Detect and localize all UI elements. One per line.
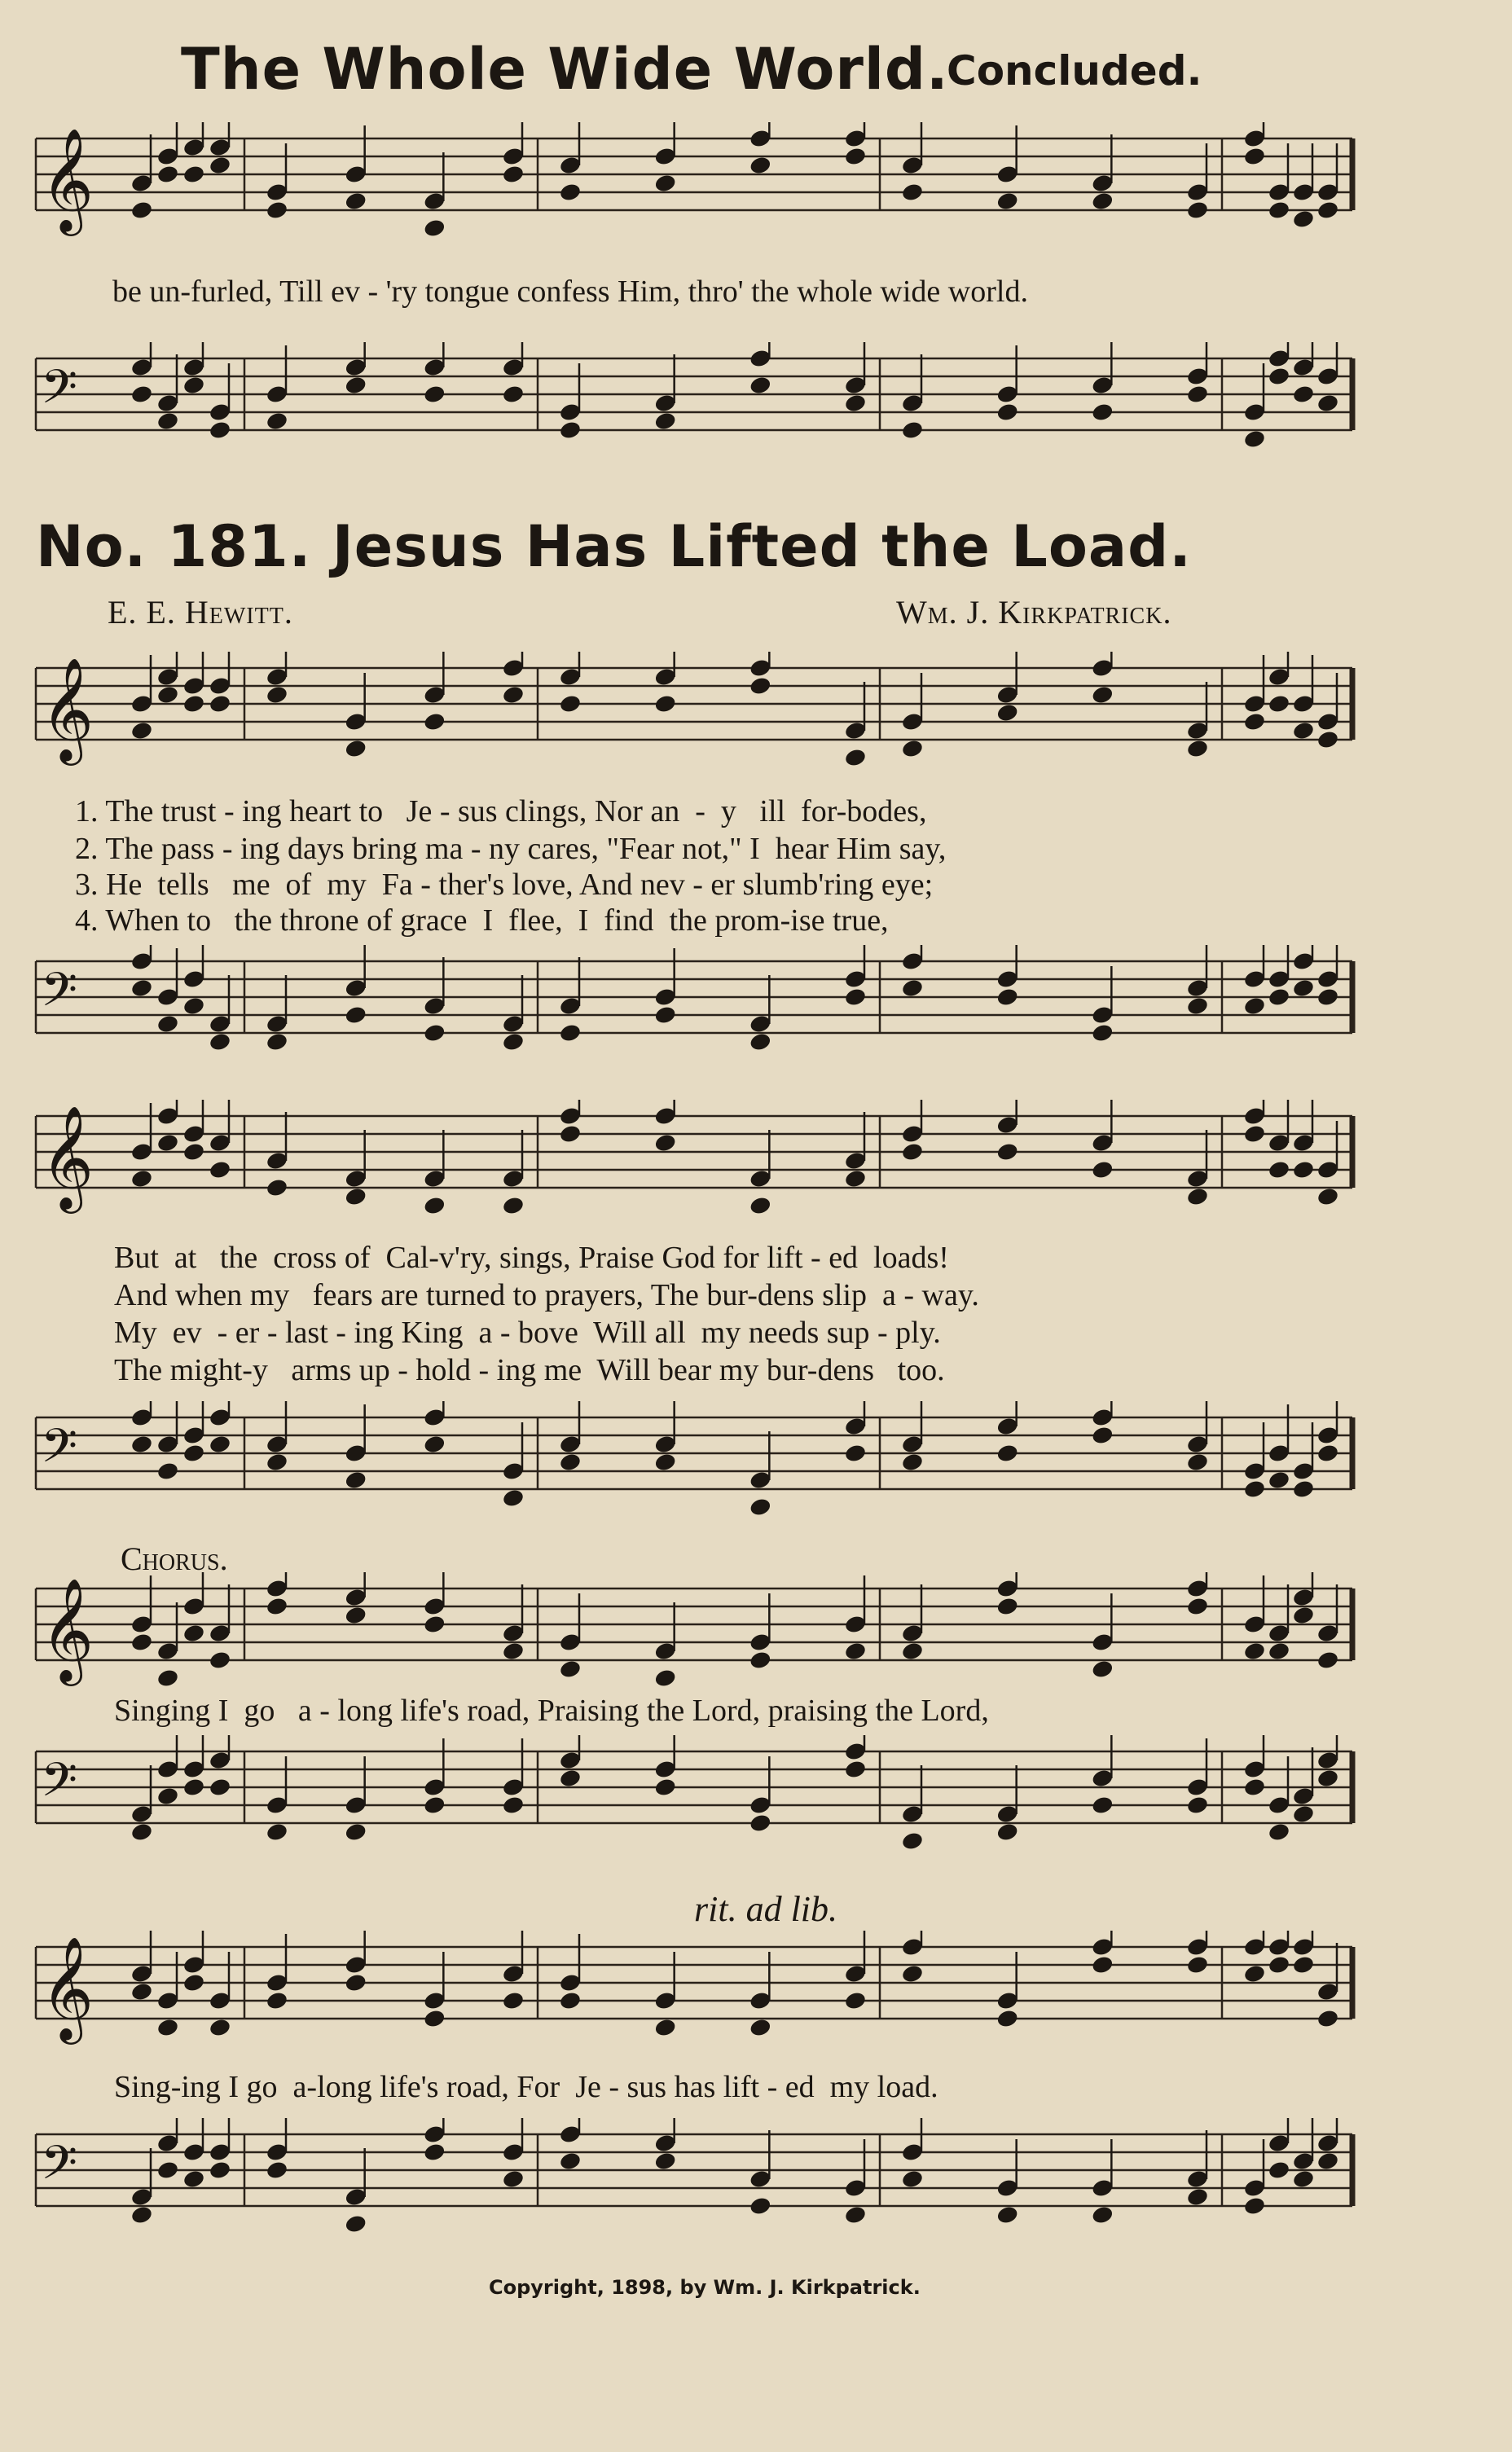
concluded-label: Concluded. (947, 47, 1202, 94)
verse-lyric-line: 1. The trust - ing heart to Je - sus clings, Nor an - y ill for-bodes, (75, 794, 927, 828)
copyright-notice: Copyright, 1898, by Wm. J. Kirkpatrick. (489, 2276, 921, 2299)
staff-verse-2-treble (0, 1100, 1512, 1230)
bass-clef-icon: 𝄢 (41, 2135, 78, 2202)
staff-chorus-2-treble (0, 1931, 1512, 2061)
staff-chorus-2-bass (0, 2118, 1512, 2248)
verse-lyric-line: 4. When to the throne of grace I flee, I find the prom-ise true, (75, 903, 889, 938)
chorus-label: Chorus. (121, 1540, 228, 1577)
bass-clef-icon: 𝄢 (41, 1418, 78, 1485)
staff-system-top-treble (0, 122, 1512, 253)
bass-clef-icon: 𝄢 (41, 359, 78, 426)
prev-song-lyric: be un-furled, Till ev - 'ry tongue confess Him, thro' the whole wide world. (112, 275, 1028, 309)
verse-lyric-line: 3. He tells me of my Fa - ther's love, And nev - er slumb'ring eye; (75, 868, 934, 902)
verse-lyric-line: The might-y arms up - hold - ing me Will bear my bur-dens too. (114, 1353, 945, 1387)
treble-clef-icon: 𝄞 (41, 1577, 94, 1681)
verse-lyric-line: 2. The pass - ing days bring ma - ny cares, "Fear not," I hear Him say, (75, 832, 947, 866)
continued-song-title: The Whole Wide World. (181, 36, 949, 103)
staff-chorus-1-treble (0, 1572, 1512, 1703)
chorus-lyric-line: Sing-ing I go a-long life's road, For Je - sus has lift - ed my load. (114, 2070, 938, 2104)
bass-clef-icon: 𝄢 (41, 1752, 78, 1819)
tempo-marking: rit. ad lib. (694, 1889, 838, 1929)
staff-system-top-bass (0, 342, 1512, 472)
staff-verse-1-bass (0, 945, 1512, 1075)
treble-clef-icon: 𝄞 (41, 657, 94, 761)
author-credit: E. E. Hewitt. (108, 594, 293, 631)
staff-verse-1-treble (0, 652, 1512, 782)
chorus-lyric-line: Singing I go a - long life's road, Praising the Lord, praising the Lord, (114, 1694, 989, 1728)
treble-clef-icon: 𝄞 (41, 127, 94, 231)
staff-chorus-1-bass (0, 1735, 1512, 1865)
treble-clef-icon: 𝄞 (41, 1105, 94, 1209)
composer-credit: Wm. J. Kirkpatrick. (896, 594, 1172, 631)
staff-verse-2-bass (0, 1401, 1512, 1531)
treble-clef-icon: 𝄞 (41, 1936, 94, 2040)
verse-lyric-line: And when my fears are turned to prayers, The bur-dens slip a - way. (114, 1278, 979, 1312)
song-title: No. 181. Jesus Has Lifted the Load. (36, 513, 1192, 580)
verse-lyric-line: But at the cross of Cal-v'ry, sings, Praise God for lift - ed loads! (114, 1241, 949, 1275)
verse-lyric-line: My ev - er - last - ing King a - bove Will all my needs sup - ply. (114, 1316, 941, 1350)
bass-clef-icon: 𝄢 (41, 962, 78, 1029)
